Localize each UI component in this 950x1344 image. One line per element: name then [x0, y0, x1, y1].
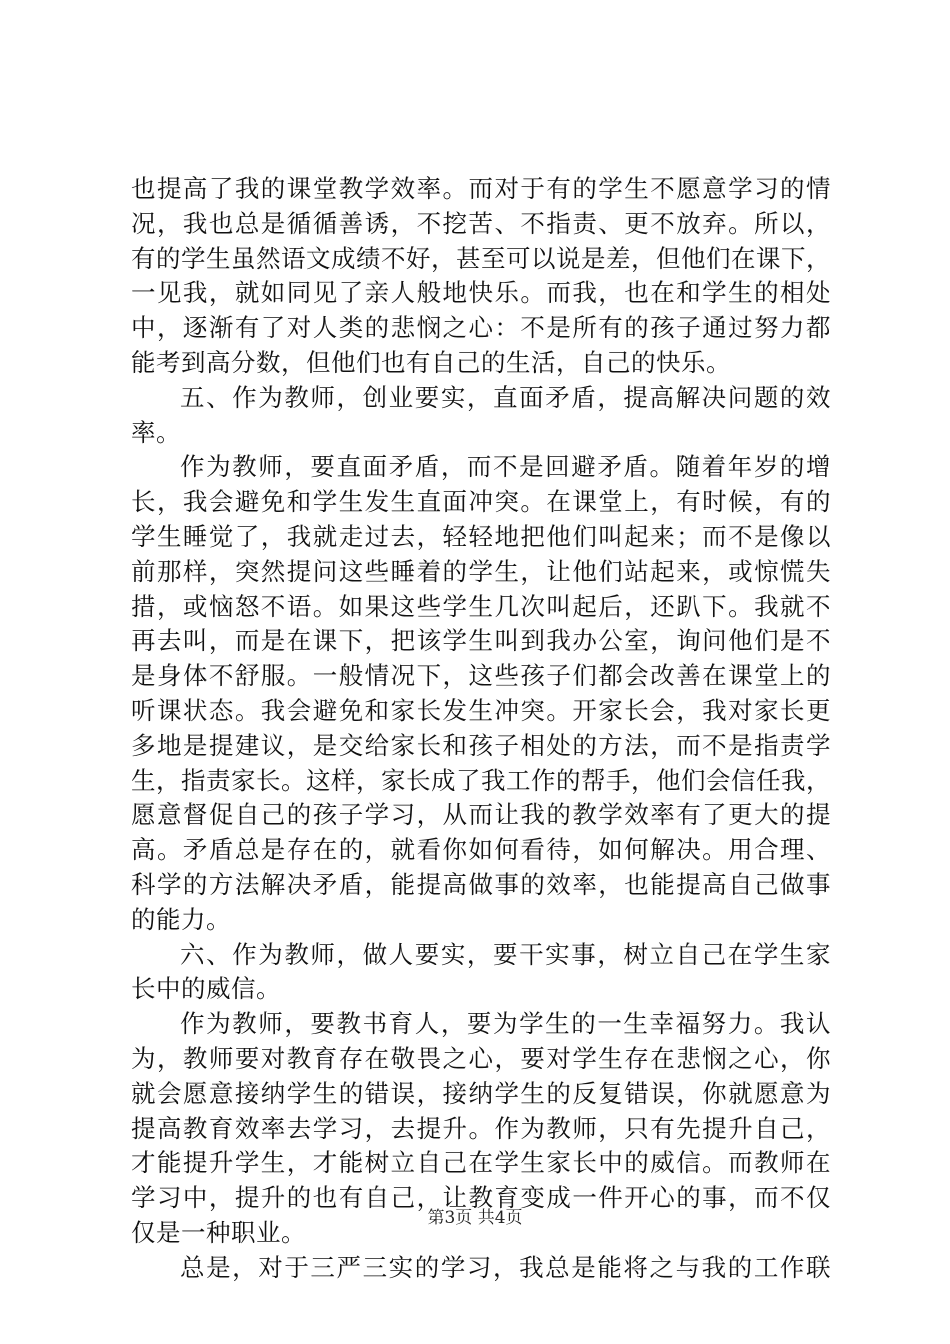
text-line: 的能力。: [131, 904, 231, 934]
text-line: 愿意督促自己的孩子学习，从而让我的教学效率有了更大的提: [131, 800, 831, 830]
text-line: 为，教师要对教育存在敬畏之心，要对学生存在悲悯之心，你: [131, 1043, 831, 1073]
text-line: 措，或恼怒不语。如果这些学生几次叫起后，还趴下。我就不: [131, 591, 831, 621]
text-line: 前那样，突然提问这些睡着的学生，让他们站起来，或惊慌失: [131, 556, 831, 586]
text-line: 高。矛盾总是存在的，就看你如何看待，如何解决。用合理、: [131, 835, 831, 865]
paragraph-start: 作为教师，要教书育人，要为学生的一生幸福努力。我认: [180, 1009, 831, 1039]
page-footer: 第3页 共4页: [427, 1208, 523, 1228]
text-line: 能考到高分数，但他们也有自己的生活，自己的快乐。: [131, 347, 731, 377]
text-line: 科学的方法解决矛盾，能提高做事的效率，也能提高自己做事: [131, 869, 831, 899]
text-line: 多地是提建议，是交给家长和孩子相处的方法，而不是指责学: [131, 730, 831, 760]
text-line: 中，逐渐有了对人类的悲悯之心：不是所有的孩子通过努力都: [131, 313, 831, 343]
text-line: 学生睡觉了，我就走过去，轻轻地把他们叫起来；而不是像以: [131, 521, 831, 551]
text-line: 长，我会避免和学生发生直面冲突。在课堂上，有时候，有的: [131, 487, 831, 517]
text-line: 一见我，就如同见了亲人般地快乐。而我，也在和学生的相处: [131, 278, 831, 308]
text-line: 听课状态。我会避免和家长发生冲突。开家长会，我对家长更: [131, 695, 831, 725]
text-line: 就会愿意接纳学生的错误，接纳学生的反复错误，你就愿意为: [131, 1078, 831, 1108]
paragraph-start: 总是，对于三严三实的学习，我总是能将之与我的工作联: [180, 1252, 831, 1282]
text-line: 仅是一种职业。: [131, 1217, 306, 1247]
text-line: 有的学生虽然语文成绩不好，甚至可以说是差，但他们在课下，: [131, 243, 831, 273]
section-heading-6: 六、作为教师，做人要实，要干实事，树立自己在学生家: [180, 939, 831, 969]
text-line: 也提高了我的课堂教学效率。而对于有的学生不愿意学习的情: [131, 174, 831, 203]
section-heading-6-cont: 长中的威信。: [131, 974, 281, 1004]
text-line: 况，我也总是循循善诱，不挖苦、不指责、更不放弃。所以，: [131, 208, 831, 238]
section-heading-5: 五、作为教师，创业要实，直面矛盾，提高解决问题的效: [180, 382, 831, 412]
text-line: 才能提升学生，才能树立自己在学生家长中的威信。而教师在: [131, 1148, 831, 1178]
text-line: 再去叫，而是在课下，把该学生叫到我办公室，询问他们是不: [131, 626, 831, 656]
body-text: [131, 172, 831, 1286]
section-heading-5-cont: 率。: [131, 417, 181, 447]
paragraph-start: 作为教师，要直面矛盾，而不是回避矛盾。随着年岁的增: [180, 452, 831, 482]
text-line: 生，指责家长。这样，家长成了我工作的帮手，他们会信任我，: [131, 765, 831, 795]
text-line: 是身体不舒服。一般情况下，这些孩子们都会改善在课堂上的: [131, 661, 831, 691]
text-line: 学习中，提升的也有自己，让教育变成一件开心的事，而不仅: [131, 1183, 831, 1213]
text-line: 提高教育效率去学习，去提升。作为教师，只有先提升自己，: [131, 1113, 831, 1143]
